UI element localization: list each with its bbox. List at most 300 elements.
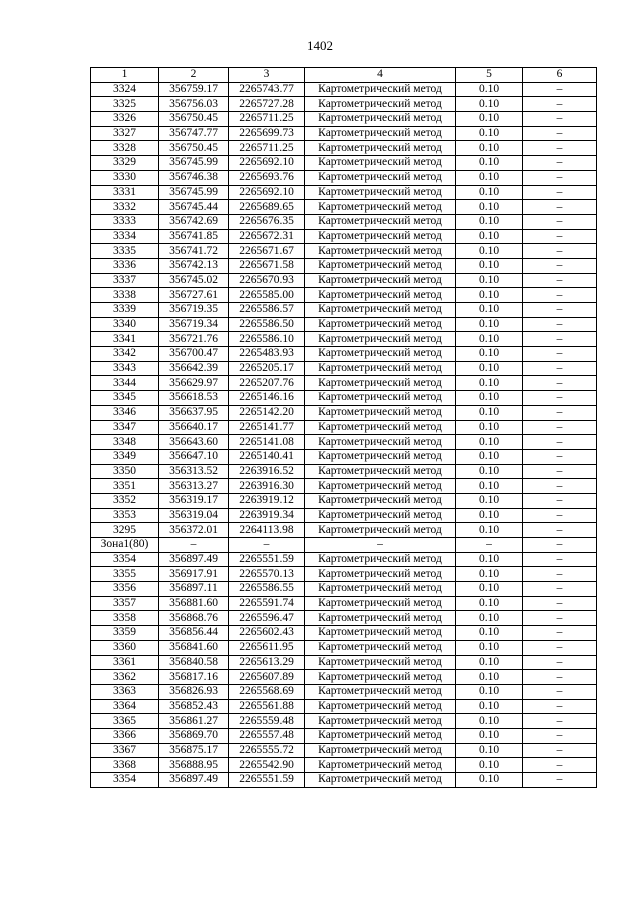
description-cell: – xyxy=(523,758,597,773)
point-number-cell: 3337 xyxy=(91,273,159,288)
table-row xyxy=(91,699,597,714)
point-number-cell: 3362 xyxy=(91,670,159,685)
description-cell: – xyxy=(523,141,597,156)
x-coordinate-cell: 356745.99 xyxy=(159,156,229,171)
y-coordinate-cell: 2265551.59 xyxy=(229,773,305,788)
accuracy-cell: 0.10 xyxy=(456,758,523,773)
y-coordinate-cell: 2265483.93 xyxy=(229,347,305,362)
x-coordinate-cell: 356637.95 xyxy=(159,405,229,420)
y-coordinate-cell: 2265743.77 xyxy=(229,82,305,97)
accuracy-cell: 0.10 xyxy=(456,112,523,127)
x-coordinate-cell: 356852.43 xyxy=(159,699,229,714)
accuracy-cell: 0.10 xyxy=(456,170,523,185)
method-cell: Картометрический метод xyxy=(305,258,456,273)
table-row xyxy=(91,523,597,538)
accuracy-cell: 0.10 xyxy=(456,126,523,141)
y-coordinate-cell: 2265205.17 xyxy=(229,361,305,376)
description-cell: – xyxy=(523,743,597,758)
point-number-cell: 3329 xyxy=(91,156,159,171)
method-cell: Картометрический метод xyxy=(305,464,456,479)
x-coordinate-cell: 356881.60 xyxy=(159,596,229,611)
point-number-cell: 3348 xyxy=(91,435,159,450)
point-number-cell: 3324 xyxy=(91,82,159,97)
y-coordinate-cell: 2265586.57 xyxy=(229,303,305,318)
accuracy-cell: 0.10 xyxy=(456,273,523,288)
x-coordinate-cell: 356747.77 xyxy=(159,126,229,141)
point-number-cell: 3353 xyxy=(91,508,159,523)
method-cell: Картометрический метод xyxy=(305,126,456,141)
description-cell: – xyxy=(523,449,597,464)
y-coordinate-cell: 2265596.47 xyxy=(229,611,305,626)
column-header: 6 xyxy=(523,68,597,83)
accuracy-cell: 0.10 xyxy=(456,156,523,171)
accuracy-cell: 0.10 xyxy=(456,596,523,611)
accuracy-cell: 0.10 xyxy=(456,97,523,112)
column-header: 1 xyxy=(91,68,159,83)
description-cell: – xyxy=(523,170,597,185)
method-cell: Картометрический метод xyxy=(305,493,456,508)
description-cell: – xyxy=(523,185,597,200)
table-row xyxy=(91,112,597,127)
y-coordinate-cell: 2265613.29 xyxy=(229,655,305,670)
description-cell: – xyxy=(523,714,597,729)
y-coordinate-cell: 2265670.93 xyxy=(229,273,305,288)
x-coordinate-cell: 356869.70 xyxy=(159,728,229,743)
accuracy-cell: 0.10 xyxy=(456,567,523,582)
table-row xyxy=(91,552,597,567)
table-row xyxy=(91,596,597,611)
y-coordinate-cell: 2265586.10 xyxy=(229,332,305,347)
x-coordinate-cell: 356897.49 xyxy=(159,773,229,788)
table-row xyxy=(91,435,597,450)
description-cell: – xyxy=(523,126,597,141)
description-cell: – xyxy=(523,596,597,611)
y-coordinate-cell: 2265568.69 xyxy=(229,684,305,699)
table-row xyxy=(91,714,597,729)
accuracy-cell: 0.10 xyxy=(456,464,523,479)
x-coordinate-cell: 356313.27 xyxy=(159,479,229,494)
x-coordinate-cell: 356700.47 xyxy=(159,347,229,362)
y-coordinate-cell: 2265692.10 xyxy=(229,185,305,200)
y-coordinate-cell: 2265586.55 xyxy=(229,582,305,597)
method-cell: Картометрический метод xyxy=(305,273,456,288)
table-row xyxy=(91,508,597,523)
table-body xyxy=(91,82,597,787)
x-coordinate-cell: 356750.45 xyxy=(159,141,229,156)
table-row xyxy=(91,743,597,758)
x-coordinate-cell: 356745.99 xyxy=(159,185,229,200)
table-row xyxy=(91,582,597,597)
accuracy-cell: 0.10 xyxy=(456,317,523,332)
method-cell: Картометрический метод xyxy=(305,523,456,538)
method-cell: Картометрический метод xyxy=(305,141,456,156)
method-cell: Картометрический метод xyxy=(305,611,456,626)
point-number-cell: 3364 xyxy=(91,699,159,714)
accuracy-cell: 0.10 xyxy=(456,420,523,435)
point-number-cell: 3359 xyxy=(91,626,159,641)
table-row xyxy=(91,670,597,685)
x-coordinate-cell: – xyxy=(159,538,229,553)
x-coordinate-cell: 356741.72 xyxy=(159,244,229,259)
accuracy-cell: 0.10 xyxy=(456,655,523,670)
point-number-cell: 3354 xyxy=(91,773,159,788)
x-coordinate-cell: 356319.04 xyxy=(159,508,229,523)
x-coordinate-cell: 356741.85 xyxy=(159,229,229,244)
description-cell: – xyxy=(523,258,597,273)
description-cell: – xyxy=(523,552,597,567)
table-row xyxy=(91,655,597,670)
point-number-cell: 3327 xyxy=(91,126,159,141)
table-row xyxy=(91,538,597,553)
method-cell: Картометрический метод xyxy=(305,214,456,229)
table-row xyxy=(91,405,597,420)
accuracy-cell: 0.10 xyxy=(456,743,523,758)
point-number-cell: 3366 xyxy=(91,728,159,743)
description-cell: – xyxy=(523,303,597,318)
x-coordinate-cell: 356629.97 xyxy=(159,376,229,391)
y-coordinate-cell: 2265602.43 xyxy=(229,626,305,641)
table-row xyxy=(91,229,597,244)
page-number: 1402 xyxy=(307,38,333,53)
table-row xyxy=(91,684,597,699)
table-row xyxy=(91,185,597,200)
description-cell: – xyxy=(523,538,597,553)
table-row xyxy=(91,773,597,788)
accuracy-cell: 0.10 xyxy=(456,670,523,685)
accuracy-cell: 0.10 xyxy=(456,508,523,523)
description-cell: – xyxy=(523,435,597,450)
method-cell: Картометрический метод xyxy=(305,508,456,523)
point-number-cell: 3365 xyxy=(91,714,159,729)
description-cell: – xyxy=(523,229,597,244)
point-number-cell: 3295 xyxy=(91,523,159,538)
accuracy-cell: 0.10 xyxy=(456,449,523,464)
point-number-cell: 3354 xyxy=(91,552,159,567)
y-coordinate-cell: 2263919.12 xyxy=(229,493,305,508)
y-coordinate-cell: 2265671.67 xyxy=(229,244,305,259)
y-coordinate-cell: 2265672.31 xyxy=(229,229,305,244)
table-row xyxy=(91,640,597,655)
description-cell: – xyxy=(523,611,597,626)
x-coordinate-cell: 356817.16 xyxy=(159,670,229,685)
method-cell: Картометрический метод xyxy=(305,244,456,259)
column-header: 3 xyxy=(229,68,305,83)
description-cell: – xyxy=(523,670,597,685)
table-row xyxy=(91,391,597,406)
method-cell: Картометрический метод xyxy=(305,332,456,347)
description-cell: – xyxy=(523,317,597,332)
method-cell: Картометрический метод xyxy=(305,97,456,112)
table-row xyxy=(91,626,597,641)
x-coordinate-cell: 356759.17 xyxy=(159,82,229,97)
accuracy-cell: 0.10 xyxy=(456,82,523,97)
y-coordinate-cell: 2264113.98 xyxy=(229,523,305,538)
x-coordinate-cell: 356719.34 xyxy=(159,317,229,332)
point-number-cell: Зона1(80) xyxy=(91,538,159,553)
table-row xyxy=(91,611,597,626)
point-number-cell: 3331 xyxy=(91,185,159,200)
point-number-cell: 3333 xyxy=(91,214,159,229)
description-cell: – xyxy=(523,376,597,391)
table-row xyxy=(91,141,597,156)
table-row xyxy=(91,82,597,97)
x-coordinate-cell: 356719.35 xyxy=(159,303,229,318)
point-number-cell: 3328 xyxy=(91,141,159,156)
description-cell: – xyxy=(523,391,597,406)
accuracy-cell: 0.10 xyxy=(456,714,523,729)
method-cell: Картометрический метод xyxy=(305,376,456,391)
point-number-cell: 3352 xyxy=(91,493,159,508)
y-coordinate-cell: 2265671.58 xyxy=(229,258,305,273)
y-coordinate-cell: 2265142.20 xyxy=(229,405,305,420)
description-cell: – xyxy=(523,493,597,508)
y-coordinate-cell: 2263919.34 xyxy=(229,508,305,523)
method-cell: Картометрический метод xyxy=(305,391,456,406)
method-cell: Картометрический метод xyxy=(305,640,456,655)
description-cell: – xyxy=(523,420,597,435)
y-coordinate-cell: 2265692.10 xyxy=(229,156,305,171)
point-number-cell: 3326 xyxy=(91,112,159,127)
description-cell: – xyxy=(523,288,597,303)
y-coordinate-cell: 2265570.13 xyxy=(229,567,305,582)
y-coordinate-cell: 2265551.59 xyxy=(229,552,305,567)
accuracy-cell: 0.10 xyxy=(456,244,523,259)
point-number-cell: 3368 xyxy=(91,758,159,773)
accuracy-cell: 0.10 xyxy=(456,288,523,303)
x-coordinate-cell: 356745.02 xyxy=(159,273,229,288)
method-cell: Картометрический метод xyxy=(305,288,456,303)
accuracy-cell: 0.10 xyxy=(456,626,523,641)
y-coordinate-cell: 2265711.25 xyxy=(229,141,305,156)
method-cell: Картометрический метод xyxy=(305,670,456,685)
x-coordinate-cell: 356917.91 xyxy=(159,567,229,582)
table-row xyxy=(91,728,597,743)
table-row xyxy=(91,464,597,479)
point-number-cell: 3345 xyxy=(91,391,159,406)
description-cell: – xyxy=(523,82,597,97)
description-cell: – xyxy=(523,479,597,494)
x-coordinate-cell: 356756.03 xyxy=(159,97,229,112)
point-number-cell: 3363 xyxy=(91,684,159,699)
point-number-cell: 3344 xyxy=(91,376,159,391)
description-cell: – xyxy=(523,200,597,215)
point-number-cell: 3325 xyxy=(91,97,159,112)
table-row xyxy=(91,347,597,362)
description-cell: – xyxy=(523,244,597,259)
y-coordinate-cell: 2265611.95 xyxy=(229,640,305,655)
description-cell: – xyxy=(523,567,597,582)
description-cell: – xyxy=(523,582,597,597)
accuracy-cell: 0.10 xyxy=(456,552,523,567)
description-cell: – xyxy=(523,214,597,229)
point-number-cell: 3367 xyxy=(91,743,159,758)
method-cell: Картометрический метод xyxy=(305,185,456,200)
point-number-cell: 3357 xyxy=(91,596,159,611)
point-number-cell: 3358 xyxy=(91,611,159,626)
y-coordinate-cell: 2265542.90 xyxy=(229,758,305,773)
accuracy-cell: 0.10 xyxy=(456,582,523,597)
accuracy-cell: 0.10 xyxy=(456,493,523,508)
x-coordinate-cell: 356897.49 xyxy=(159,552,229,567)
coordinates-table xyxy=(90,67,597,788)
method-cell: Картометрический метод xyxy=(305,684,456,699)
x-coordinate-cell: 356643.60 xyxy=(159,435,229,450)
y-coordinate-cell: 2265693.76 xyxy=(229,170,305,185)
y-coordinate-cell: 2265676.35 xyxy=(229,214,305,229)
point-number-cell: 3349 xyxy=(91,449,159,464)
y-coordinate-cell: 2265146.16 xyxy=(229,391,305,406)
y-coordinate-cell: 2265141.08 xyxy=(229,435,305,450)
table-header-row xyxy=(91,68,597,83)
description-cell: – xyxy=(523,405,597,420)
description-cell: – xyxy=(523,464,597,479)
description-cell: – xyxy=(523,626,597,641)
x-coordinate-cell: 356642.39 xyxy=(159,361,229,376)
accuracy-cell: 0.10 xyxy=(456,611,523,626)
y-coordinate-cell: 2265689.65 xyxy=(229,200,305,215)
table-row xyxy=(91,97,597,112)
method-cell: Картометрический метод xyxy=(305,743,456,758)
method-cell: Картометрический метод xyxy=(305,449,456,464)
x-coordinate-cell: 356841.60 xyxy=(159,640,229,655)
point-number-cell: 3336 xyxy=(91,258,159,273)
method-cell: Картометрический метод xyxy=(305,626,456,641)
method-cell: Картометрический метод xyxy=(305,347,456,362)
x-coordinate-cell: 356840.58 xyxy=(159,655,229,670)
y-coordinate-cell: 2265727.28 xyxy=(229,97,305,112)
x-coordinate-cell: 356640.17 xyxy=(159,420,229,435)
accuracy-cell: 0.10 xyxy=(456,523,523,538)
method-cell: Картометрический метод xyxy=(305,758,456,773)
y-coordinate-cell: 2265591.74 xyxy=(229,596,305,611)
method-cell: Картометрический метод xyxy=(305,714,456,729)
table-row xyxy=(91,258,597,273)
method-cell: Картометрический метод xyxy=(305,82,456,97)
x-coordinate-cell: 356897.11 xyxy=(159,582,229,597)
method-cell: Картометрический метод xyxy=(305,317,456,332)
method-cell: Картометрический метод xyxy=(305,479,456,494)
table-row xyxy=(91,156,597,171)
point-number-cell: 3361 xyxy=(91,655,159,670)
table-row xyxy=(91,420,597,435)
description-cell: – xyxy=(523,156,597,171)
description-cell: – xyxy=(523,112,597,127)
accuracy-cell: 0.10 xyxy=(456,185,523,200)
table-row xyxy=(91,214,597,229)
table-row xyxy=(91,376,597,391)
table-row xyxy=(91,244,597,259)
description-cell: – xyxy=(523,273,597,288)
method-cell: Картометрический метод xyxy=(305,596,456,611)
x-coordinate-cell: 356875.17 xyxy=(159,743,229,758)
table-row xyxy=(91,200,597,215)
x-coordinate-cell: 356745.44 xyxy=(159,200,229,215)
x-coordinate-cell: 356742.69 xyxy=(159,214,229,229)
y-coordinate-cell: 2263916.52 xyxy=(229,464,305,479)
accuracy-cell: 0.10 xyxy=(456,347,523,362)
point-number-cell: 3335 xyxy=(91,244,159,259)
accuracy-cell: 0.10 xyxy=(456,699,523,714)
accuracy-cell: – xyxy=(456,538,523,553)
method-cell: Картометрический метод xyxy=(305,405,456,420)
table-row xyxy=(91,449,597,464)
y-coordinate-cell: 2265557.48 xyxy=(229,728,305,743)
x-coordinate-cell: 356313.52 xyxy=(159,464,229,479)
method-cell: Картометрический метод xyxy=(305,655,456,670)
point-number-cell: 3340 xyxy=(91,317,159,332)
table-row xyxy=(91,567,597,582)
table-row xyxy=(91,273,597,288)
method-cell: Картометрический метод xyxy=(305,435,456,450)
accuracy-cell: 0.10 xyxy=(456,479,523,494)
method-cell: – xyxy=(305,538,456,553)
y-coordinate-cell: 2265586.50 xyxy=(229,317,305,332)
accuracy-cell: 0.10 xyxy=(456,391,523,406)
y-coordinate-cell: 2263916.30 xyxy=(229,479,305,494)
accuracy-cell: 0.10 xyxy=(456,214,523,229)
method-cell: Картометрический метод xyxy=(305,303,456,318)
description-cell: – xyxy=(523,347,597,362)
point-number-cell: 3334 xyxy=(91,229,159,244)
accuracy-cell: 0.10 xyxy=(456,728,523,743)
method-cell: Картометрический метод xyxy=(305,229,456,244)
x-coordinate-cell: 356618.53 xyxy=(159,391,229,406)
y-coordinate-cell: – xyxy=(229,538,305,553)
y-coordinate-cell: 2265207.76 xyxy=(229,376,305,391)
description-cell: – xyxy=(523,508,597,523)
x-coordinate-cell: 356727.61 xyxy=(159,288,229,303)
table-row xyxy=(91,758,597,773)
table-row xyxy=(91,288,597,303)
description-cell: – xyxy=(523,640,597,655)
point-number-cell: 3341 xyxy=(91,332,159,347)
x-coordinate-cell: 356319.17 xyxy=(159,493,229,508)
x-coordinate-cell: 356868.76 xyxy=(159,611,229,626)
point-number-cell: 3342 xyxy=(91,347,159,362)
accuracy-cell: 0.10 xyxy=(456,435,523,450)
description-cell: – xyxy=(523,655,597,670)
table-row xyxy=(91,493,597,508)
y-coordinate-cell: 2265699.73 xyxy=(229,126,305,141)
point-number-cell: 3330 xyxy=(91,170,159,185)
point-number-cell: 3332 xyxy=(91,200,159,215)
point-number-cell: 3355 xyxy=(91,567,159,582)
method-cell: Картометрический метод xyxy=(305,112,456,127)
x-coordinate-cell: 356856.44 xyxy=(159,626,229,641)
accuracy-cell: 0.10 xyxy=(456,773,523,788)
method-cell: Картометрический метод xyxy=(305,567,456,582)
point-number-cell: 3347 xyxy=(91,420,159,435)
description-cell: – xyxy=(523,361,597,376)
method-cell: Картометрический метод xyxy=(305,200,456,215)
y-coordinate-cell: 2265555.72 xyxy=(229,743,305,758)
point-number-cell: 3338 xyxy=(91,288,159,303)
accuracy-cell: 0.10 xyxy=(456,258,523,273)
point-number-cell: 3350 xyxy=(91,464,159,479)
method-cell: Картометрический метод xyxy=(305,699,456,714)
y-coordinate-cell: 2265607.89 xyxy=(229,670,305,685)
y-coordinate-cell: 2265711.25 xyxy=(229,112,305,127)
description-cell: – xyxy=(523,773,597,788)
column-header: 2 xyxy=(159,68,229,83)
accuracy-cell: 0.10 xyxy=(456,200,523,215)
point-number-cell: 3343 xyxy=(91,361,159,376)
description-cell: – xyxy=(523,699,597,714)
method-cell: Картометрический метод xyxy=(305,728,456,743)
description-cell: – xyxy=(523,684,597,699)
method-cell: Картометрический метод xyxy=(305,420,456,435)
x-coordinate-cell: 356647.10 xyxy=(159,449,229,464)
